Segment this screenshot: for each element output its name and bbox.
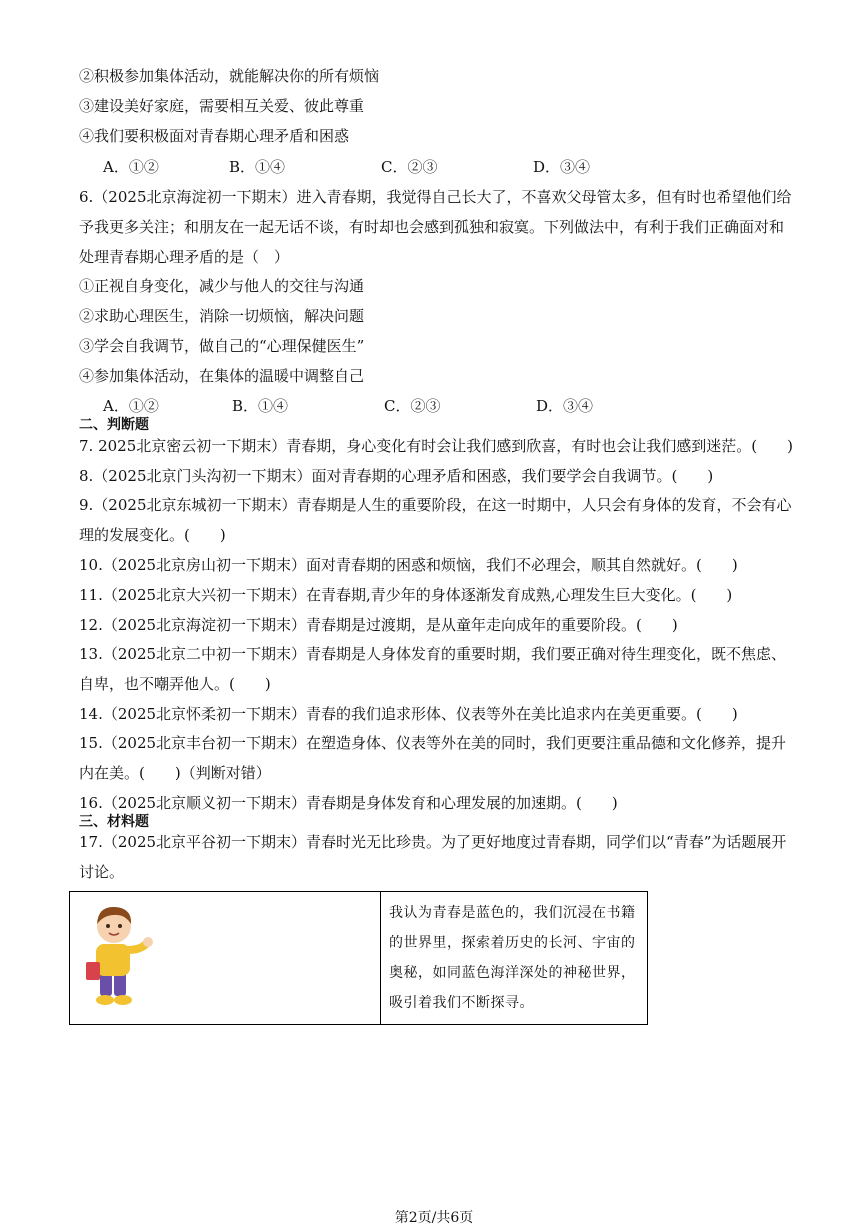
judge-question-8: 8.（2025北京门头沟初一下期末）面对青春期的心理矛盾和困惑，我们要学会自我调节。( ) [79, 467, 714, 485]
judge-question-12: 12.（2025北京海淀初一下期末）青春期是过渡期，是从童年走向成年的重要阶段。( ) [79, 616, 678, 634]
judge-question-11: 11.（2025北京大兴初一下期末）在青春期,青少年的身体逐渐发育成熟,心理发生巨大变化。( ) [79, 586, 733, 604]
judge-question-10: 10.（2025北京房山初一下期末）面对青春期的困惑和烦恼，我们不必理会，顺其自然就好。( ) [79, 556, 738, 574]
q6-choice-c: C．②③ [384, 397, 441, 415]
q17-stem: 17.（2025北京平谷初一下期末）青春时光无比珍贵。为了更好地度过青春期，同学们以“青春”为话题展开讨论。 [79, 833, 787, 881]
q6-choice-b: B．①④ [232, 397, 289, 415]
judge-question-16: 16.（2025北京顺义初一下期末）青春期是身体发育和心理发展的加速期。( ) [79, 794, 618, 812]
page-number: 第2页/共6页 [394, 1210, 474, 1226]
q6-item-4: ④参加集体活动，在集体的温暖中调整自己 [79, 367, 365, 385]
boy-illustration [78, 900, 158, 1016]
q6-stem: 6.（2025北京海淀初一下期末）进入青春期，我觉得自己长大了，不喜欢父母管太多，但有时也希望他们给予我更多关注；和朋友在一起无话不谈，有时却也会感到孤独和寂寞。下列做法中，有利于我们正确面对和处理青春期心理矛盾的是（ ） [79, 188, 792, 266]
illustration-cell [70, 892, 381, 1024]
q6-item-1: ①正视自身变化，减少与他人的交往与沟通 [79, 277, 365, 295]
q6-item-2: ②求助心理医生，消除一切烦恼，解决问题 [79, 307, 365, 325]
student-quote: 我认为青春是蓝色的，我们沉浸在书籍的世界里，探索着历史的长河、宇宙的奥秘，如同蓝色海洋深处的神秘世界，吸引着我们不断探寻。 [389, 905, 636, 1011]
q5-choice-b: B．①④ [229, 158, 286, 176]
section-title-judgement: 二、判断题 [79, 417, 149, 433]
option-4-text: ④我们要积极面对青春期心理矛盾和困惑 [79, 127, 350, 145]
q5-choice-a: A．①② [103, 158, 159, 176]
material-table [69, 891, 648, 1025]
judge-question-14: 14.（2025北京怀柔初一下期末）青春的我们追求形体、仪表等外在美比追求内在美更重要。( ) [79, 705, 738, 723]
judge-question-7: 7. 2025北京密云初一下期末）青春期，身心变化有时会让我们感到欣喜，有时也会让我们感到迷茫。( ) [79, 437, 793, 455]
judge-question-15: 15.（2025北京丰台初一下期末）在塑造身体、仪表等外在美的同时，我们更要注重品德和文化修养，提升内在美。( )（判断对错） [79, 734, 787, 782]
judge-question-13: 13.（2025北京二中初一下期末）青春期是人身体发育的重要时期，我们要正确对待生理变化，既不焦虑、自卑，也不嘲弄他人。( ) [79, 645, 787, 693]
judge-question-9: 9.（2025北京东城初一下期末）青春期是人生的重要阶段，在这一时期中，人只会有身体的发育，不会有心理的发展变化。( ) [79, 496, 792, 544]
q6-choice-a: A．①② [103, 397, 159, 415]
q5-choice-d: D．③④ [533, 158, 591, 176]
q6-item-3: ③学会自我调节，做自己的“心理保健医生” [79, 337, 365, 355]
q5-choice-c: C．②③ [381, 158, 438, 176]
option-2-text: ②积极参加集体活动，就能解决你的所有烦恼 [79, 67, 380, 85]
quote-cell [381, 892, 647, 1024]
section-title-material: 三、材料题 [79, 814, 149, 830]
q6-choice-d: D．③④ [536, 397, 594, 415]
option-3-text: ③建设美好家庭，需要相互关爱、彼此尊重 [79, 97, 365, 115]
